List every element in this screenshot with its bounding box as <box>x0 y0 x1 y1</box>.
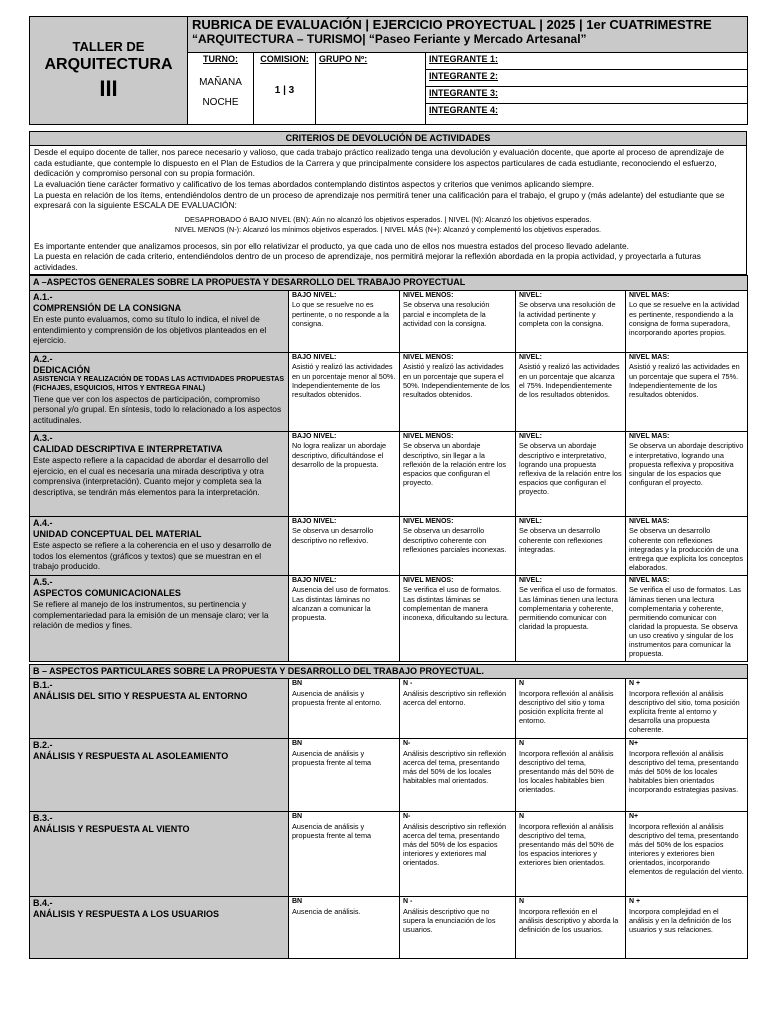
criterion-row <box>30 516 748 575</box>
level-text: Se verifica el uso de formatos. Las distintas láminas se complementan de manera inconexa, dificultando su lectura. <box>403 585 509 622</box>
criterion-cell <box>30 811 289 896</box>
level-label: NIVEL MAS: <box>629 517 670 525</box>
criterion-code: B.2.- <box>33 739 53 750</box>
criteria-paragraph-1: Desde el equipo docente de taller, nos parece necesario y valioso, que cada trabajo práctico realizado tenga una devolución y evaluación docente, que aporte al proceso de aprendizaje de cada estudiante, que contemple lo dispuesto en el Plan de Estudios de la Carrera y que principalmente considere los aspectos particulares de cada estudiante, reconociendo el esfuerzo, dedicación y compromiso personal con su propia formación. <box>34 147 725 179</box>
level-text: Se verifica el uso de formatos. Las láminas tienen una lectura complementaria y coherente, permitiendo comunicar con claridad la propuesta. <box>519 585 618 631</box>
level-cell[interactable] <box>400 738 516 811</box>
level-cell[interactable] <box>516 352 626 431</box>
level-cell[interactable] <box>516 738 626 811</box>
level-text: Incorpora reflexión al análisis descriptivo del tema, presentando más del 50% de los locales habitables bien orientados. <box>519 748 614 795</box>
criterion-cell <box>30 352 289 431</box>
criteria-paragraph-2: La evaluación tiene carácter formativo y calificativo de los temas abordados contemplando distintos aspectos y criterios que venimos aplicando siempre. <box>34 179 594 190</box>
criterion-title: DEDICACIÓN <box>33 364 91 375</box>
level-cell[interactable] <box>400 575 516 661</box>
level-text: Se observa un desarrollo coherente con reflexiones integradas y la producción de una entrega que explicita los conceptos elaborados. <box>629 526 743 572</box>
level-label: NIVEL MENOS: <box>403 576 454 584</box>
level-label: NIVEL: <box>519 432 542 440</box>
level-label: BAJO NIVEL: <box>292 291 337 299</box>
level-cell[interactable] <box>626 516 748 575</box>
section-b-title: B – ASPECTOS PARTICULARES SOBRE LA PROPUESTA Y DESARROLLO DEL TRABAJO PROYECTUAL. <box>30 664 748 678</box>
turno-morning: MAÑANA <box>199 77 242 89</box>
level-cell[interactable] <box>516 516 626 575</box>
level-label: N+ <box>629 739 639 747</box>
level-cell[interactable] <box>626 431 748 516</box>
level-text: Ausencia de análisis y propuesta frente al entorno. <box>292 688 382 707</box>
level-label: BAJO NIVEL: <box>292 517 337 525</box>
level-text: Asistió y realizó las actividades en un porcentaje que supera el 75%. Independientemente de los resultados obtenidos. <box>629 362 740 399</box>
workshop-label: TALLER DE <box>72 38 145 54</box>
level-label: NIVEL: <box>519 517 542 525</box>
criterion-code: A.4.- <box>33 517 53 528</box>
level-cell[interactable] <box>626 352 748 431</box>
level-label: NIVEL MENOS: <box>403 353 454 361</box>
integrantes-cell <box>426 53 748 125</box>
level-text: Incorpora reflexión al análisis descriptivo del sitio y toma posición explícita frente al entorno. <box>519 688 614 725</box>
level-text: Incorpora reflexión al análisis descriptivo del tema, presentando más del 50% de los espacios interiores y exteriores bien orientados. <box>519 821 614 868</box>
criterion-title: ANÁLISIS DEL SITIO Y RESPUESTA AL ENTORNO <box>33 691 248 702</box>
criterion-code: B.4.- <box>33 897 53 908</box>
header-table <box>29 16 748 125</box>
level-label: BN <box>292 897 303 905</box>
criterion-cell <box>30 575 289 661</box>
criterion-row <box>30 575 748 661</box>
level-text: Ausencia de análisis y propuesta frente al tema <box>292 748 372 767</box>
level-label: N - <box>403 679 413 687</box>
criterion-cell <box>30 290 289 352</box>
criterion-code: B.3.- <box>33 812 53 823</box>
criterion-code: A.5.- <box>33 576 53 587</box>
criterion-row <box>30 290 748 352</box>
level-cell[interactable] <box>626 738 748 811</box>
level-text: Lo que se resuelve no es pertinente, o no responde a la consigna. <box>292 300 389 328</box>
level-label: N <box>519 812 525 820</box>
integrante-2-field[interactable]: INTEGRANTE 2: <box>426 70 747 87</box>
level-label: BAJO NIVEL: <box>292 353 337 361</box>
level-text: Incorpora reflexión en el análisis descriptivo y aborda la definición de los usuarios. <box>519 906 619 934</box>
level-cell[interactable] <box>400 290 516 352</box>
section-b-table <box>29 664 748 959</box>
level-label: NIVEL MAS: <box>629 576 670 584</box>
level-text: Se observa una resolución parcial e incompleta de la actividad con la consigna. <box>403 300 490 328</box>
level-text: Incorpora reflexión al análisis descriptivo del sitio, toma posición explícita frente al entorno y desarrolla una propuesta coherente. <box>629 688 740 735</box>
criterion-cell <box>30 431 289 516</box>
criteria-paragraph-4: Es importante entender que analizamos procesos, sin por ello relativizar el producto, ya que cada uno de ellos nos muestra estados del proceso llevado adelante. <box>34 240 629 251</box>
integrante-4-field[interactable]: INTEGRANTE 4: <box>429 105 499 115</box>
criterion-description: Se refiere al manejo de los instrumentos, su pertinencia y complementariedad para la emisión de un mensaje claro; ver la relación de medios y fines. <box>33 599 269 631</box>
level-text: Asistió y realizó las actividades en un porcentaje que supera el 50%. Independientemente de los resultados obtenidos. <box>403 362 510 399</box>
level-cell[interactable] <box>400 352 516 431</box>
level-label: BAJO NIVEL: <box>292 432 337 440</box>
criterion-row <box>30 896 748 958</box>
level-label: NIVEL MENOS: <box>403 432 454 440</box>
comision-value: 1 | 3 <box>274 85 295 97</box>
criterion-row <box>30 678 748 738</box>
criterion-code: A.3.- <box>33 432 53 443</box>
grupo-cell[interactable] <box>316 53 426 125</box>
level-label: BN <box>292 739 303 747</box>
level-text: Análisis descriptivo que no supera la enunciación de los usuarios. <box>403 906 496 934</box>
level-label: BN <box>292 679 303 687</box>
criteria-body <box>30 146 747 275</box>
criterion-row <box>30 352 748 431</box>
level-cell[interactable] <box>626 811 748 896</box>
level-text: Incorpora reflexión al análisis descriptivo del tema, presentando más del 50% de los locales habitables bien orientados incorporando estrategias pasivas. <box>629 748 739 795</box>
level-cell[interactable] <box>516 896 626 958</box>
level-cell[interactable] <box>400 516 516 575</box>
criterion-title: ANÁLISIS Y RESPUESTA AL ASOLEAMIENTO <box>33 751 229 762</box>
integrante-1-field[interactable]: INTEGRANTE 1: <box>426 53 747 70</box>
level-text: Se observa un desarrollo descriptivo no reflexivo. <box>292 526 374 545</box>
level-label: NIVEL MAS: <box>629 291 670 299</box>
level-cell[interactable] <box>289 516 400 575</box>
level-text: Ausencia de análisis y propuesta frente al tema <box>292 821 372 840</box>
criterion-description: Tiene que ver con los aspectos de participación, compromiso personal y/o grupal. En síntesis, todo lo relacionado a los aspectos actitudinales. <box>33 393 282 425</box>
turno-label: TURNO: <box>203 54 238 64</box>
criteria-paragraph-5: La puesta en relación de cada criterio, entendiéndolos dentro de un proceso de aprendizaje, nos permitirá mejorar la reflexión abordada en la propia actividad, y proyectarla a futuras actividades. <box>34 251 701 272</box>
rubric-subtitle: “ARQUITECTURA – TURISMO| “Paseo Feriante y Mercado Artesanal” <box>192 31 587 46</box>
level-cell[interactable] <box>289 352 400 431</box>
level-cell[interactable] <box>289 575 400 661</box>
criterion-description: Este aspecto refiere a la capacidad de abordar el desarrollo del ejercicio, en el cual es necesaria una mirada descriptiva y otra comprensiva (interpretación). Cuanto mejor y completa sea la descriptiva, se tendrán más elementos para la interpretación. <box>33 455 269 497</box>
criterion-code: A.2.- <box>33 353 53 364</box>
turno-night: NOCHE <box>202 96 239 108</box>
level-cell[interactable] <box>289 678 400 738</box>
level-text: Análisis descriptivo sin reflexión acerca del entorno. <box>403 688 507 707</box>
criterion-title: ANÁLISIS Y RESPUESTA AL VIENTO <box>33 824 190 835</box>
criterion-row <box>30 738 748 811</box>
level-text: Se observa un abordaje descriptivo, sin llegar a la reflexión de la relación entre los espacios que configuran el proyecto. <box>403 441 507 487</box>
criterion-cell <box>30 516 289 575</box>
scale-line-2: NIVEL MENOS (N-): Alcanzó los mínimos objetivos esperados. | NIVEL MÁS (N+): Alcanzó y complementó los objetivos esperados. <box>174 224 602 234</box>
level-text: Se observa un desarrollo descriptivo coherente con reflexiones parciales inconexas. <box>403 526 507 554</box>
rubric-document <box>29 16 747 959</box>
level-label: N + <box>629 679 641 687</box>
criterion-code: A.1.- <box>33 291 53 302</box>
level-text: Asistió y realizó las actividades en un porcentaje que alcanza el 75%. Independientemente de los resultados obtenidos. <box>519 362 620 399</box>
criterion-subtitle: ASISTENCIA Y REALIZACIÓN DE TODAS LAS ACTIVIDADES PROPUESTAS (FICHAJES, ESQUICIOS, HITOS Y ENTREGA FINAL) <box>33 376 284 392</box>
level-label: NIVEL MAS: <box>629 432 670 440</box>
level-label: NIVEL MENOS: <box>403 291 454 299</box>
level-text: Incorpora complejidad en el análisis y en la definición de los usuarios y sus relaciones. <box>629 906 732 934</box>
section-a-title: A –ASPECTOS GENERALES SOBRE LA PROPUESTA Y DESARROLLO DEL TRABAJO PROYECTUAL <box>30 276 748 290</box>
level-text: Se verifica el uso de formatos. Las láminas tienen una lectura complementaria y coherente, permitiendo comunicar con claridad la propuesta. Se observa un uso creativo y singular de los instrumentos para comunicar la propuesta. <box>629 585 741 659</box>
grupo-label: GRUPO Nº: <box>319 54 368 64</box>
level-cell[interactable] <box>626 896 748 958</box>
level-label: N - <box>403 897 413 905</box>
level-label: N- <box>403 739 411 747</box>
level-text: Incorpora reflexión al análisis descriptivo del tema, presentando más del 50% de los espacios interiores y exteriores bien orientados, incorporando elementos de regulación del viento. <box>629 821 744 877</box>
criterion-code: B.1.- <box>33 679 53 690</box>
level-label: BAJO NIVEL: <box>292 576 337 584</box>
turno-cell <box>188 53 254 125</box>
level-text: No logra realizar un abordaje descriptivo, dificultándose el desarrollo de la propuesta. <box>292 441 387 469</box>
level-cell[interactable] <box>626 575 748 661</box>
level-cell[interactable] <box>516 575 626 661</box>
level-label: N- <box>403 812 411 820</box>
criterion-cell <box>30 738 289 811</box>
criterion-cell <box>30 678 289 738</box>
level-label: N <box>519 739 525 747</box>
level-cell[interactable] <box>289 896 400 958</box>
level-text: Se observa un desarrollo coherente con reflexiones integradas. <box>519 526 603 554</box>
workshop-name: ARQUITECTURA <box>44 55 173 73</box>
level-text: Ausencia del uso de formatos. Las distintas láminas no alcanzan a comunicar la propuesta. <box>292 585 391 622</box>
header-title-cell <box>188 17 748 53</box>
level-text: Asistió y realizó las actividades en un porcentaje menor al 50%. Independientemente de los resultados obtenidos. <box>292 362 396 399</box>
section-a-table <box>29 275 748 661</box>
criterion-title: CALIDAD DESCRIPTIVA E INTERPRETATIVA <box>33 443 223 454</box>
criterion-title: ANÁLISIS Y RESPUESTA A LOS USUARIOS <box>33 909 220 920</box>
comision-cell <box>254 53 316 125</box>
level-text: Se observa un abordaje descriptivo e interpretativo, logrando una propuesta reflexiva y propositiva singular de los espacios que configuran el proyecto. <box>629 441 744 487</box>
level-label: N <box>519 679 525 687</box>
level-text: Ausencia de análisis. <box>292 906 361 916</box>
level-label: NIVEL: <box>519 353 542 361</box>
level-text: Análisis descriptivo sin reflexión acerca del tema, presentando más del 50% de los espacios interiores y exteriores mal orientados. <box>403 821 507 868</box>
level-cell[interactable] <box>400 678 516 738</box>
criterion-cell <box>30 896 289 958</box>
criterion-description: Este aspecto se refiere a la coherencia en el uso y desarrollo de todos los elementos (gráficos y textos) que se muestran en el trabajo producido. <box>33 540 272 572</box>
level-cell[interactable] <box>289 290 400 352</box>
workshop-number: III <box>99 75 118 101</box>
level-text: Análisis descriptivo sin reflexión acerca del tema, presentando más del 50% de los locales habitables mal orientados. <box>403 748 507 785</box>
level-cell[interactable] <box>516 431 626 516</box>
level-cell[interactable] <box>400 896 516 958</box>
criterion-row <box>30 811 748 896</box>
rubric-title: RUBRICA DE EVALUACIÓN | EJERCICIO PROYECTUAL | 2025 | 1er CUATRIMESTRE <box>192 17 712 32</box>
level-text: Se observa un abordaje descriptivo e interpretativo, logrando una propuesta reflexiva de la relación entre los espacios que configuran el proyecto. <box>519 441 622 496</box>
level-cell[interactable] <box>516 290 626 352</box>
level-label: NIVEL: <box>519 576 542 584</box>
criterion-row <box>30 431 748 516</box>
level-label: NIVEL MENOS: <box>403 517 454 525</box>
level-cell[interactable] <box>516 811 626 896</box>
integrante-3-field[interactable]: INTEGRANTE 3: <box>426 87 747 104</box>
level-cell[interactable] <box>626 678 748 738</box>
criterion-title: ASPECTOS COMUNICACIONALES <box>33 587 181 598</box>
level-label: NIVEL MAS: <box>629 353 670 361</box>
level-label: NIVEL: <box>519 291 542 299</box>
level-label: N <box>519 897 525 905</box>
scale-line-1: DESAPROBADO ó BAJO NIVEL (BN): Aún no alcanzó los objetivos esperados. | NIVEL (N): Alcanzó los objetivos esperados. <box>184 214 592 224</box>
level-label: BN <box>292 812 303 820</box>
level-text: Se observa una resolución de la actividad pertinente y completa con la consigna. <box>519 300 616 328</box>
level-cell[interactable] <box>400 431 516 516</box>
criterion-description: En este punto evaluamos, como su título lo indica, el nivel de entendimiento y comprensión de los objetivos planteados en el ejercicio. <box>33 314 267 346</box>
level-cell[interactable] <box>289 431 400 516</box>
level-cell[interactable] <box>289 811 400 896</box>
level-cell[interactable] <box>400 811 516 896</box>
level-label: N+ <box>629 812 639 820</box>
comision-label: COMISION: <box>260 54 309 64</box>
level-cell[interactable] <box>289 738 400 811</box>
workshop-cell <box>30 17 188 125</box>
level-text: Lo que se resuelve en la actividad es pertinente, respondiendo a la consigna de forma superadora, incorporando aportes propios. <box>629 300 740 337</box>
criteria-title: CRITERIOS DE DEVOLUCIÓN DE ACTIVIDADES <box>30 132 747 146</box>
level-cell[interactable] <box>626 290 748 352</box>
criterion-title: COMPRENSIÓN DE LA CONSIGNA <box>33 302 182 313</box>
criteria-table <box>29 131 747 275</box>
criteria-paragraph-3: La puesta en relación de los ítems, entendiéndolos dentro de un proceso de aprendizaje nos permitirá tener una calificación para el trabajo, el grupo y (más adelante) del estudiante que se expresará con la siguiente ESCALA DE EVALUACIÓN: <box>34 189 725 211</box>
level-cell[interactable] <box>516 678 626 738</box>
criterion-title: UNIDAD CONCEPTUAL DEL MATERIAL <box>33 528 202 539</box>
level-label: N + <box>629 897 641 905</box>
